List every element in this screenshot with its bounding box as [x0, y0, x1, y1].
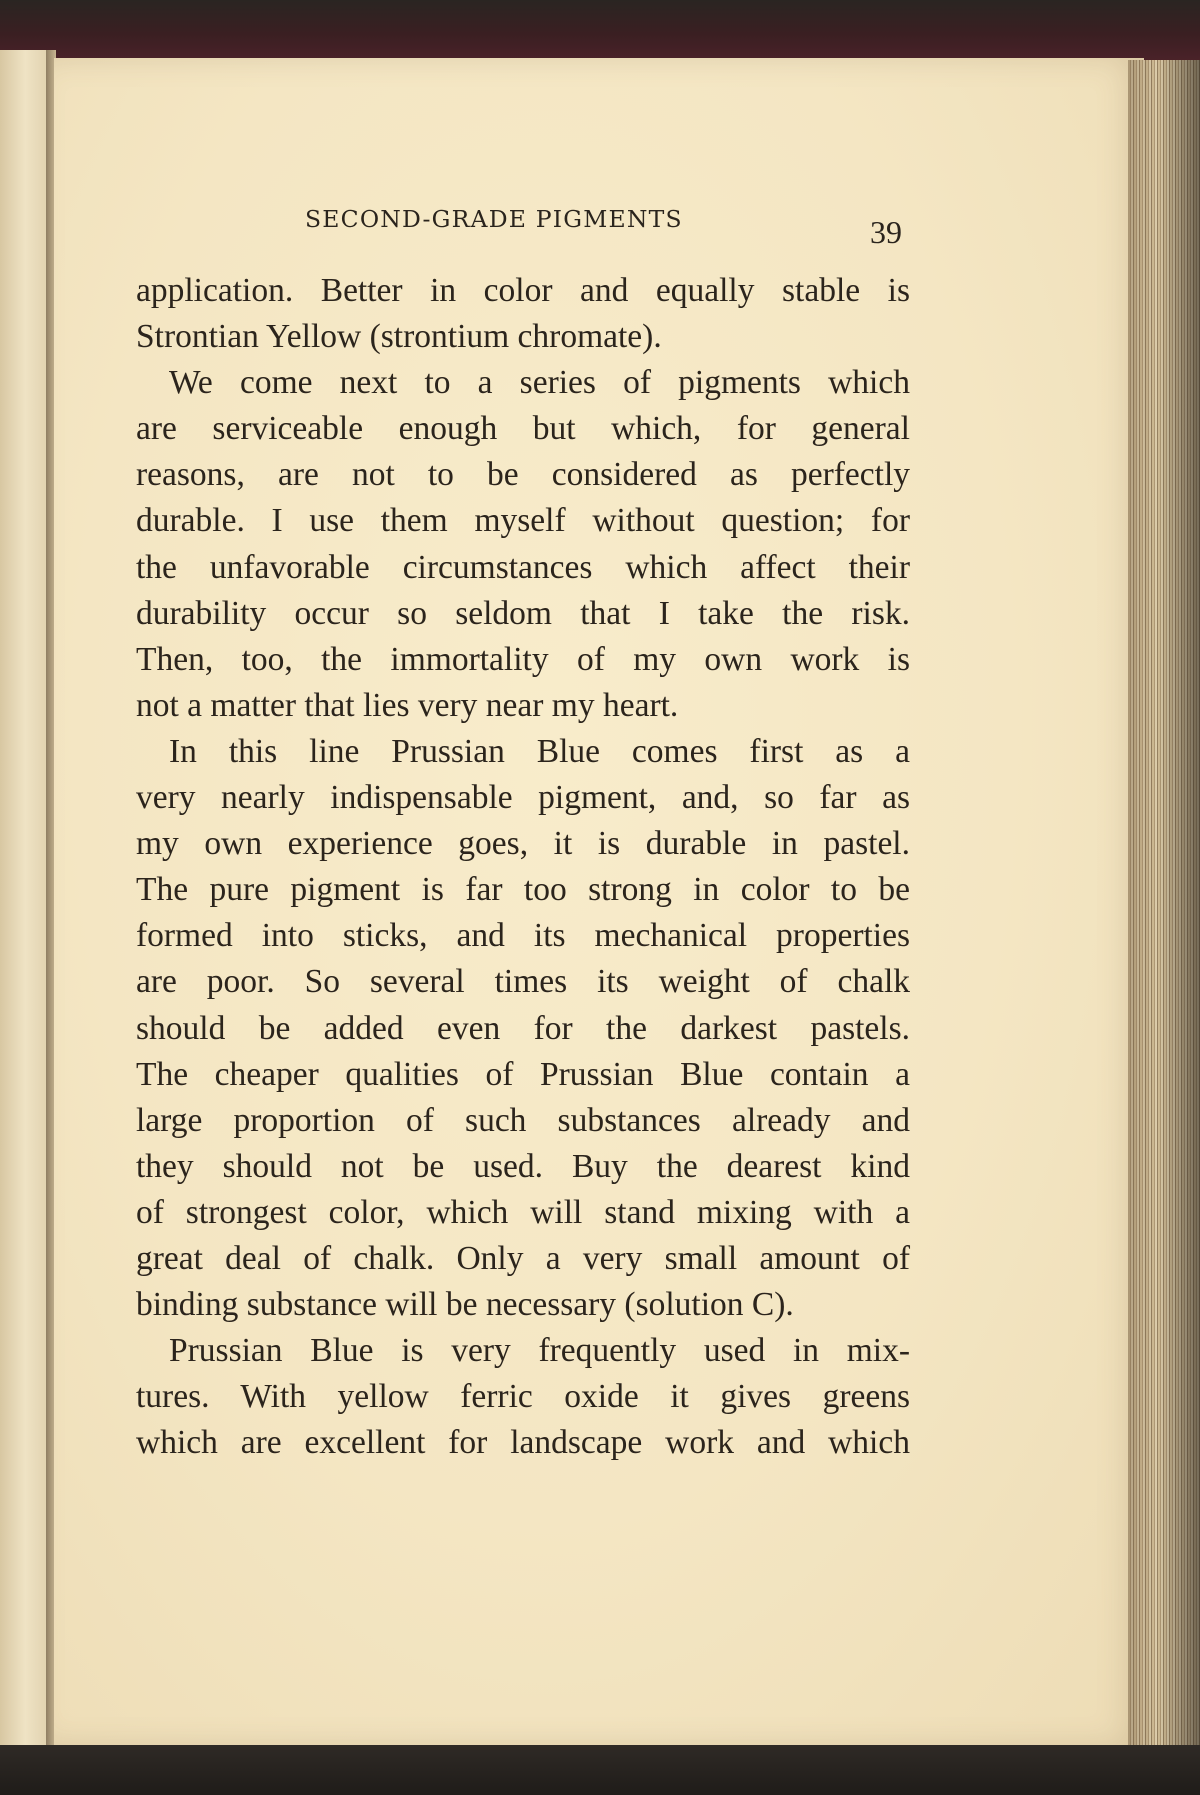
text-line: very nearly indispensable pigment, and, so far as	[136, 779, 910, 817]
text-line: application. Better in color and equally stable is	[136, 272, 910, 309]
text-line: Prussian Blue is very frequently used in mix-	[169, 1332, 910, 1370]
text-line: which are excellent for landscape work and which	[136, 1424, 910, 1462]
text-line: not a matter that lies very near my heart.	[136, 686, 679, 724]
text-line: formed into sticks, and its mechanical properties	[136, 917, 910, 955]
text-line: durable. I use them myself without question; for	[136, 502, 910, 540]
page-number: 39	[870, 214, 902, 250]
body-text	[136, 268, 910, 1466]
text-line: they should not be used. Buy the dearest kind	[136, 1147, 910, 1185]
text-line: The pure pigment is far too strong in color to be	[136, 871, 910, 909]
text-line: the unfavorable circumstances which affect their	[136, 548, 910, 586]
book-cover-top-edge	[0, 0, 1200, 62]
text-line: We come next to a series of pigments which	[169, 364, 910, 402]
facing-page-edge	[0, 50, 48, 1750]
text-line: durability occur so seldom that I take the risk.	[136, 594, 910, 632]
fore-edge-shadow	[1128, 60, 1200, 1750]
text-line: Then, too, the immortality of my own work is	[136, 640, 910, 678]
text-line: tures. With yellow ferric oxide it gives greens	[136, 1378, 910, 1416]
text-line: binding substance will be necessary (solution C).	[136, 1286, 794, 1324]
text-line: are serviceable enough but which, for general	[136, 410, 910, 448]
text-line: In this line Prussian Blue comes first as a	[169, 732, 910, 770]
text-line: reasons, are not to be considered as perfectly	[136, 456, 910, 494]
text-line: The cheaper qualities of Prussian Blue contain a	[136, 1055, 910, 1093]
book-cover-bottom-edge	[0, 1745, 1200, 1795]
text-line: large proportion of such substances already and	[136, 1101, 910, 1139]
text-line: my own experience goes, it is durable in pastel.	[136, 825, 910, 863]
text-line: of strongest color, which will stand mixing with a	[136, 1193, 910, 1231]
text-line: great deal of chalk. Only a very small amount of	[136, 1239, 910, 1277]
running-head: SECOND-GRADE PIGMENTS	[305, 205, 683, 233]
text-line: should be added even for the darkest pastels.	[136, 1009, 910, 1047]
text-line: Strontian Yellow (strontium chromate).	[136, 318, 662, 356]
text-line: are poor. So several times its weight of chalk	[136, 963, 910, 1001]
